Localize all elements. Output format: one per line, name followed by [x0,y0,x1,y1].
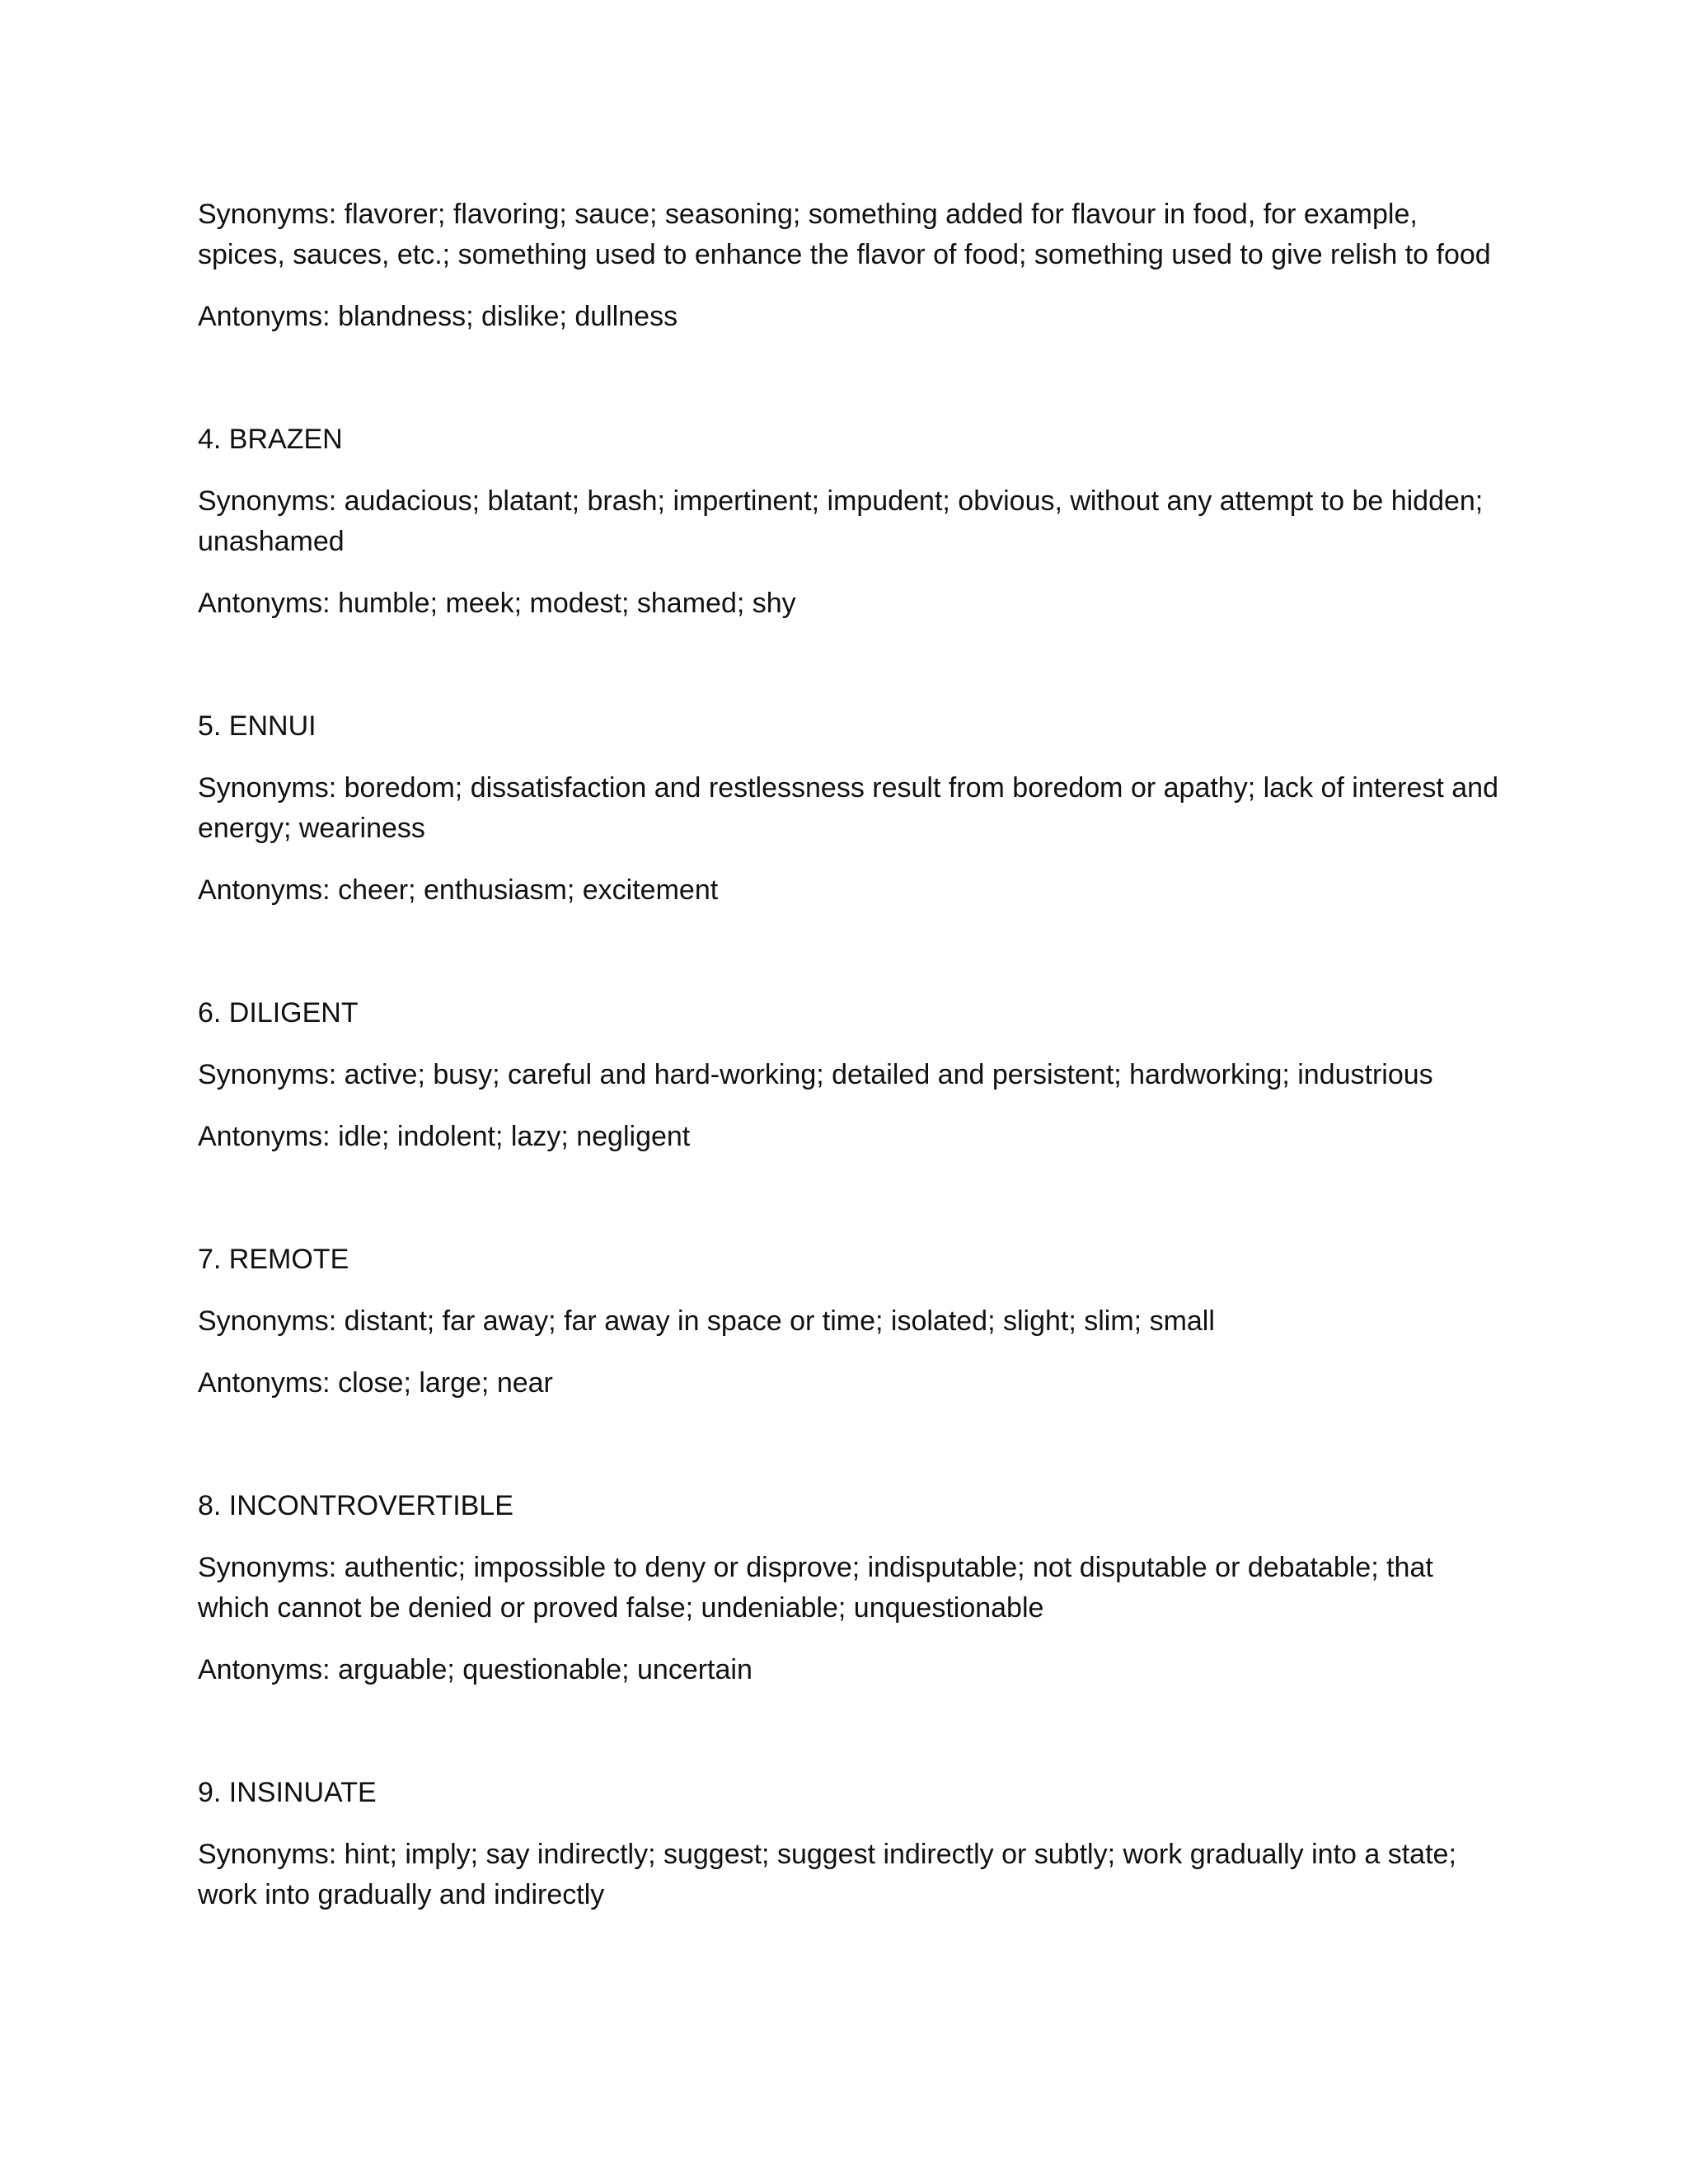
entry-heading: 4. BRAZEN [198,424,343,455]
entry-heading: 7. REMOTE [198,1244,349,1275]
section-spacer [198,1157,1500,1240]
section-spacer [198,624,1500,706]
entry-heading: 8. INCONTROVERTIBLE [198,1490,513,1521]
paragraph-spacer [198,562,1500,583]
antonyms-paragraph: Antonyms: blandness; dislike; dullness [198,301,678,332]
synonyms-paragraph: Synonyms: flavorer; flavoring; sauce; seasoning; something added for flavour in food, for example, spices, sauces, etc.; something used to enhance the flavor of food; something used to give relish to food [198,199,1491,270]
paragraph-spacer [198,1342,1500,1363]
synonyms-paragraph: Synonyms: boredom; dissatisfaction and restlessness result from boredom or apathy; lack of interest and energy; weariness [198,772,1498,844]
section-spacer [198,911,1500,993]
synonyms-paragraph: Synonyms: authentic; impossible to deny or disprove; indisputable; not disputable or debatable; that which cannot be denied or proved false; undeniable; unquestionable [198,1552,1433,1624]
antonyms-paragraph: Antonyms: humble; meek; modest; shamed; shy [198,588,796,619]
document-body [198,194,1500,1915]
paragraph-spacer [198,1629,1500,1650]
synonyms-paragraph: Synonyms: hint; imply; say indirectly; suggest; suggest indirectly or subtly; work gradually into a state; work into gradually and indirectly [198,1839,1456,1910]
antonyms-paragraph: Antonyms: close; large; near [198,1367,553,1399]
paragraph-spacer [198,1033,1500,1055]
paragraph-spacer [198,1095,1500,1117]
entry-heading: 9. INSINUATE [198,1777,377,1808]
paragraph-spacer [198,275,1500,297]
entry-heading: 5. ENNUI [198,710,316,742]
antonyms-paragraph: Antonyms: idle; indolent; lazy; negligent [198,1121,691,1152]
section-spacer [198,1404,1500,1486]
synonyms-paragraph: Synonyms: active; busy; careful and hard-working; detailed and persistent; hardworking; industrious [198,1059,1433,1090]
paragraph-spacer [198,1280,1500,1301]
paragraph-spacer [198,1526,1500,1548]
antonyms-paragraph: Antonyms: cheer; enthusiasm; excitement [198,874,719,906]
paragraph-spacer [198,460,1500,481]
antonyms-paragraph: Antonyms: arguable; questionable; uncertain [198,1654,753,1685]
paragraph-spacer [198,1813,1500,1835]
section-spacer [198,337,1500,419]
synonyms-paragraph: Synonyms: distant; far away; far away in space or time; isolated; slight; slim; small [198,1305,1215,1337]
synonyms-paragraph: Synonyms: audacious; blatant; brash; impertinent; impudent; obvious, without any attempt to be hidden; unashamed [198,485,1484,557]
paragraph-spacer [198,849,1500,870]
paragraph-spacer [198,747,1500,768]
entry-heading: 6. DILIGENT [198,997,359,1029]
section-spacer [198,1690,1500,1773]
